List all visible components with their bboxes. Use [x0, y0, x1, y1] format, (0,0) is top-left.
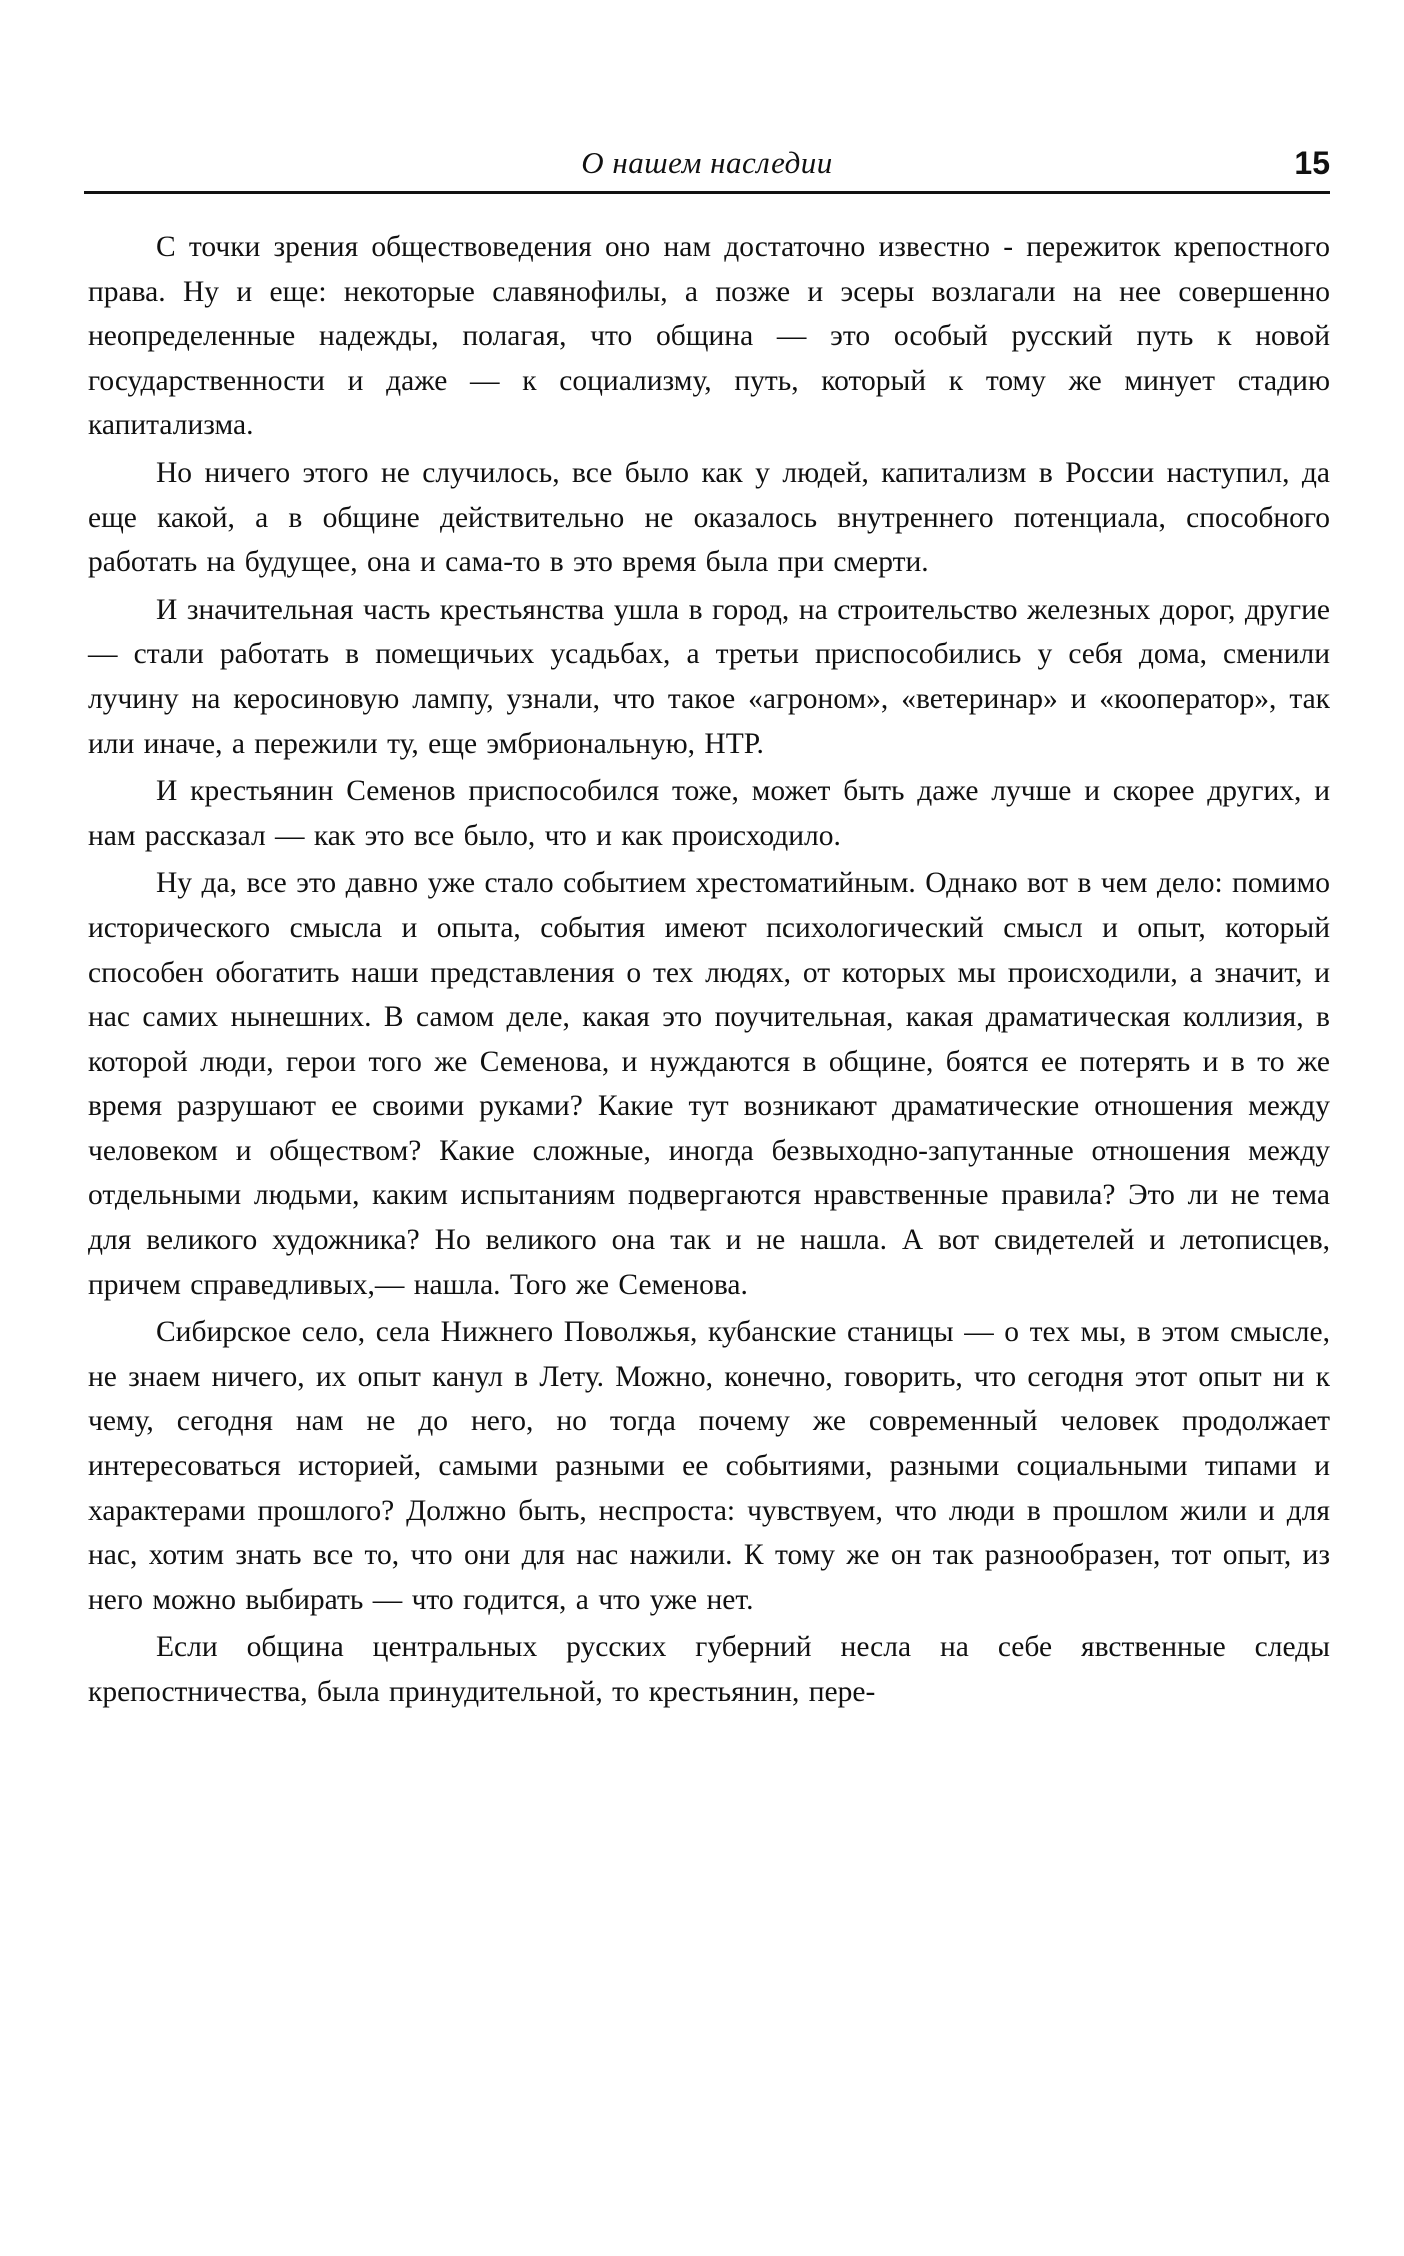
paragraph: Но ничего этого не случилось, все было как у людей, капитализм в России наступил, да еще какой, а в общине действительно не оказалось внутреннего потенциала, способного работать на будущее, она и сама-то в это время была при смерти.	[88, 456, 1330, 579]
paragraph: Сибирское село, села Нижнего Поволжья, кубанские станицы — о тех мы, в этом смысле, не знаем ничего, их опыт канул в Лету. Можно, конечно, говорить, что сегодня этот опыт ни к чему, сегодня нам не до него, но тогда почему же современный человек продолжает интересоваться историей, самыми разными ее событиями, разными социальными типами и характерами прошлого? Должно быть, неспроста: чувствуем, что люди в прошлом жили и для нас, хотим знать все то, что они для нас нажили. К тому же он так разнообразен, тот опыт, из него можно выбирать — что годится, а что уже нет.	[88, 1316, 1330, 1616]
paragraph: С точки зрения обществоведения оно нам достаточно известно - пережиток крепостного права. Ну и еще: некоторые славянофилы, а позже и эсеры возлагали на нее совершенно неопределенные надежды, полагая, что община — это особый русский путь к новой государственности и даже — к социализму, путь, который к тому же минует стадию капитализма.	[88, 231, 1330, 442]
paragraph: И значительная часть крестьянства ушла в город, на строительство железных дорог, другие — стали работать в помещичьих усадьбах, а третьи приспособились у себя дома, сменили лучину на керосиновую лампу, узнали, что такое «агроном», «ветеринар» и «кооператор», так или иначе, а пережили ту, еще эмбриональную, НТР.	[88, 593, 1330, 760]
page-number: 15	[1294, 145, 1330, 181]
body-text	[88, 225, 1330, 1718]
paragraph: И крестьянин Семенов приспособился тоже, может быть даже лучше и скорее других, и нам рассказал — как это все было, что и как происходило.	[88, 775, 1330, 852]
running-title: О нашем наследии	[581, 145, 833, 180]
paragraph: Ну да, все это давно уже стало событием хрестоматийным. Однако вот в чем дело: помимо исторического смысла и опыта, события имеют психологический смысл и опыт, который способен обогатить наши представления о тех людях, от которых мы происходили, а значит, и нас самих нынешних. В самом деле, какая это поучительная, какая драматическая коллизия, в которой люди, герои того же Семенова, и нуждаются в общине, боятся ее потерять и в то же время разрушают ее своими руками? Какие тут возникают драматические отношения между человеком и обществом? Какие сложные, иногда безвыходно-запутанные отношения между отдельными людьми, каким испытаниям подвергаются нравственные правила? Это ли не тема для великого художника? Но великого она так и не нашла. А вот свидетелей и летописцев, причем справедливых,— нашла. Того же Семенова.	[88, 867, 1330, 1301]
paragraph: Если община центральных русских губерний несла на себе явственные следы крепостничества, была принудительной, то крестьянин, пере-	[88, 1631, 1330, 1708]
running-header	[84, 145, 1330, 194]
